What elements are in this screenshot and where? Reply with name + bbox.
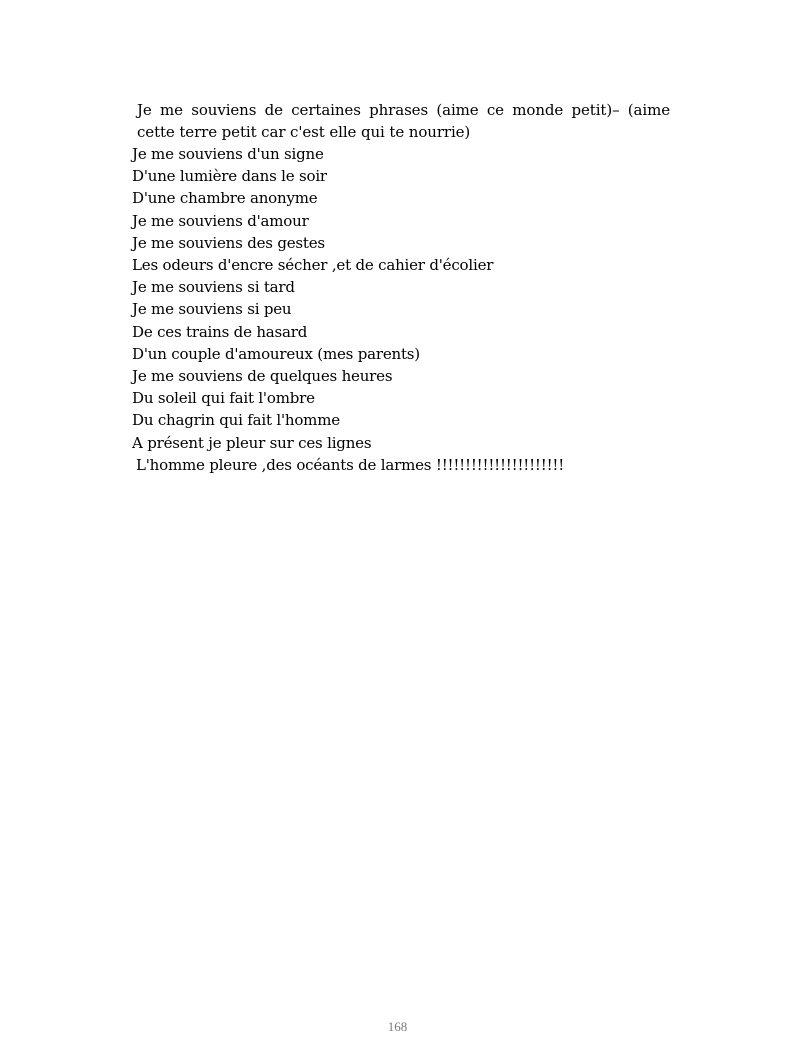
poem-line: Je me souviens d'amour [132,211,309,230]
poem-line: A présent je pleur sur ces lignes [132,433,372,452]
poem-line: D'une lumière dans le soir [132,167,327,186]
page-number: 168 [387,1019,408,1034]
poem-line: De ces trains de hasard [132,322,308,341]
poem-line: Les odeurs d'encre sécher ,et de cahier d'écolier [132,256,494,275]
poem-line: Je me souviens si tard [132,278,295,297]
poem-line: Du soleil qui fait l'ombre [132,389,315,408]
poem-line: Je me souviens d'un signe [132,145,324,163]
poem-line: Je me souviens de quelques heures [132,367,393,386]
poem-line: Du chagrin qui fait l'homme [132,411,340,430]
poem-line-last: L'homme pleure ,des océants de larmes !!!!!!!!!!!!!!!!!!!!!! [136,455,565,474]
poem-body [132,99,670,476]
poem-line: D'une chambre anonyme [132,189,318,208]
poem-line: D'un couple d'amoureux (mes parents) [132,344,420,363]
poem-line: Je me souviens si peu [132,300,292,319]
poem-opening-line: Je me souviens de certaines phrases (aime ce monde petit)– (aime cette terre petit car c'est elle qui te nourrie) [137,101,670,141]
poem-line: Je me souviens des gestes [132,233,325,252]
